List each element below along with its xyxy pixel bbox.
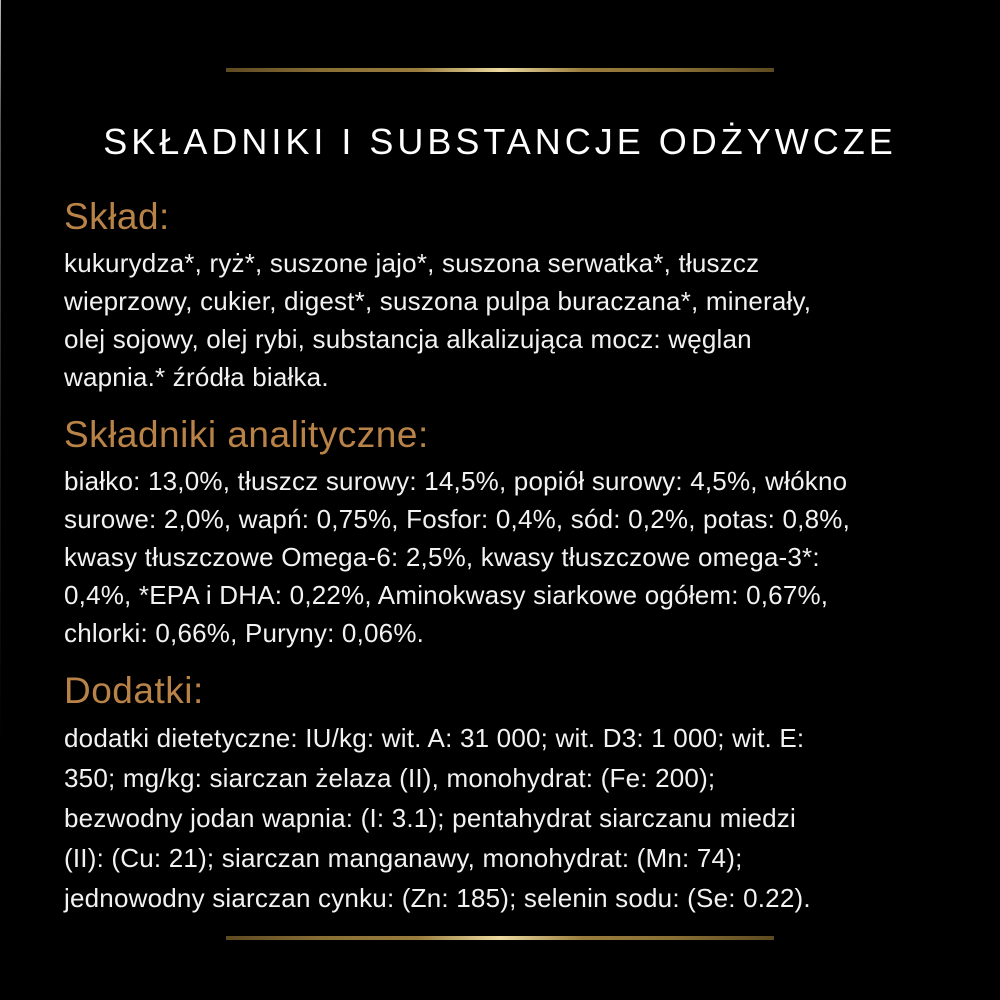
text-line: białko: 13,0%, tłuszcz surowy: 14,5%, popiół surowy: 4,5%, włókno bbox=[64, 466, 848, 496]
section-skladniki-analityczne bbox=[64, 412, 960, 652]
bottom-divider bbox=[226, 936, 774, 940]
text-line: wieprzowy, cukier, digest*, suszona pulpa buraczana*, minerały, bbox=[64, 286, 812, 316]
section-body-dodatki bbox=[64, 718, 960, 918]
section-heading-skladniki-analityczne: Składniki analityczne: bbox=[64, 414, 429, 455]
section-heading-sklad: Skład: bbox=[64, 196, 170, 237]
text-line: 0,4%, *EPA i DHA: 0,22%, Aminokwasy siarkowe ogółem: 0,67%, bbox=[64, 580, 829, 610]
top-divider bbox=[226, 68, 774, 72]
section-dodatki bbox=[64, 668, 960, 918]
section-body-skladniki-analityczne bbox=[64, 462, 960, 652]
text-line: jednowodny siarczan cynku: (Zn: 185); selenin sodu: (Se: 0.22). bbox=[64, 883, 811, 913]
text-line: chlorki: 0,66%, Puryny: 0,06%. bbox=[64, 618, 425, 648]
text-line: bezwodny jodan wapnia: (I: 3.1); pentahydrat siarczanu miedzi bbox=[64, 803, 796, 833]
text-line: wapnia.* źródła białka. bbox=[64, 362, 329, 392]
text-line: 350; mg/kg: siarczan żelaza (II), monohydrat: (Fe: 200); bbox=[64, 763, 716, 793]
text-line: dodatki dietetyczne: IU/kg: wit. A: 31 000; wit. D3: 1 000; wit. E: bbox=[64, 723, 805, 753]
label-content bbox=[64, 194, 960, 918]
section-body-sklad bbox=[64, 244, 960, 396]
text-line: olej sojowy, olej rybi, substancja alkalizująca mocz: węglan bbox=[64, 324, 752, 354]
text-line: (II): (Cu: 21); siarczan manganawy, monohydrat: (Mn: 74); bbox=[64, 843, 743, 873]
text-line: kwasy tłuszczowe Omega-6: 2,5%, kwasy tłuszczowe omega-3*: bbox=[64, 542, 820, 572]
section-heading-dodatki: Dodatki: bbox=[64, 670, 204, 711]
section-sklad bbox=[64, 194, 960, 396]
text-line: surowe: 2,0%, wapń: 0,75%, Fosfor: 0,4%, sód: 0,2%, potas: 0,8%, bbox=[64, 504, 850, 534]
text-line: kukurydza*, ryż*, suszone jajo*, suszona serwatka*, tłuszcz bbox=[64, 248, 760, 278]
page-title: SKŁADNIKI I SUBSTANCJE ODŻYWCZE bbox=[103, 121, 897, 162]
